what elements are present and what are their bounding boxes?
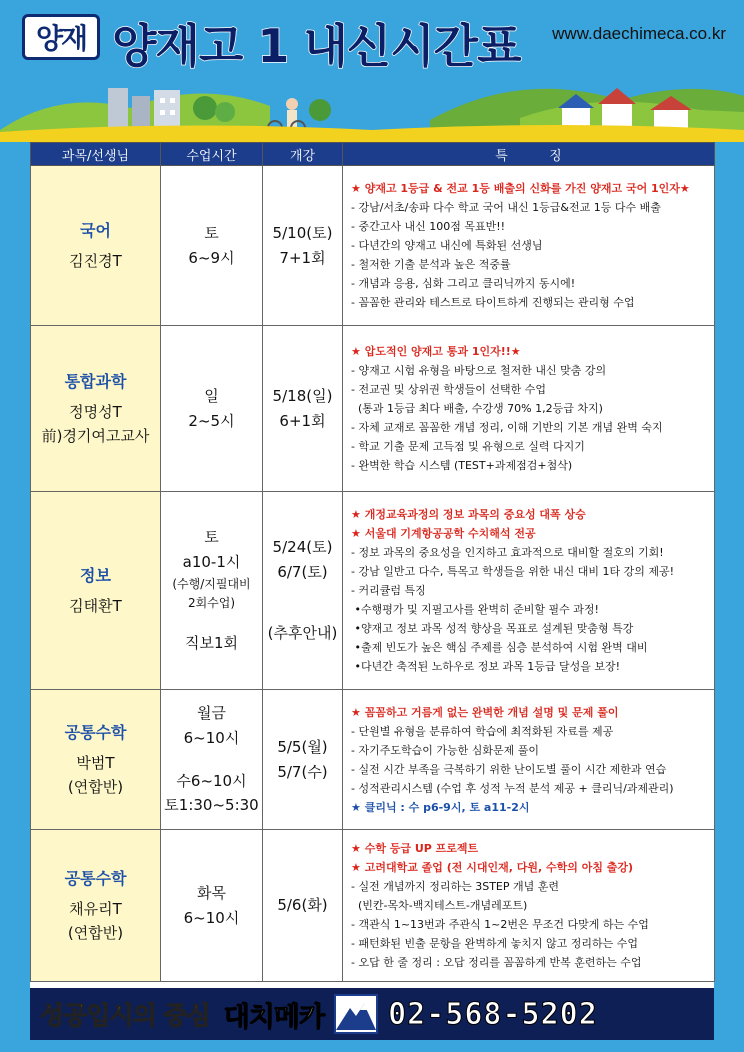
subject-name: 공통수학	[64, 869, 127, 888]
class-time-line: 6~10시	[183, 908, 240, 927]
start-date-line: 5/18(일)	[272, 386, 333, 405]
class-time-line: 2~5시	[188, 411, 235, 430]
start-date-line: 5/6(화)	[277, 896, 328, 915]
table-row	[31, 830, 715, 982]
class-time-line	[161, 613, 262, 631]
class-time-line: 토1:30~5:30	[164, 796, 259, 815]
feature-line: - 실전 개념까지 정리하는 3STEP 개념 훈련	[351, 880, 559, 893]
page-title: 양재고 1 내신시간표	[112, 19, 521, 73]
start-date-line	[263, 585, 342, 603]
feature-line: •수행평가 및 지필고사를 완벽히 준비할 필수 과정!	[351, 603, 599, 616]
feature-line: ★ 양재고 1등급 & 전교 1등 배출의 신화를 가진 양재고 국어 1인자★	[351, 182, 690, 195]
feature-line: - 단원별 유형을 분류하여 학습에 최적화된 자료를 제공	[351, 724, 614, 738]
footer-banner	[30, 988, 714, 1040]
subject-cell	[31, 690, 161, 830]
class-time-line	[161, 751, 262, 769]
class-time-line: (수행/지필대비	[172, 576, 251, 591]
features-cell	[343, 690, 715, 830]
class-time-line: a10-1시	[182, 552, 241, 571]
feature-line: - 완벽한 학습 시스템 (TEST+과제점검+첨삭)	[351, 459, 573, 472]
start-date-cell	[263, 326, 343, 492]
feature-line: - 오답 한 줄 정리 : 오답 정리를 꼼꼼하게 반복 훈련하는 수업	[351, 956, 642, 969]
subject-name: 통합과학	[64, 372, 127, 391]
feature-line: •출제 빈도가 높은 핵심 주제를 심층 분석하여 시험 완벽 대비	[351, 641, 648, 654]
feature-line: - 철저한 기출 분석과 높은 적중률	[351, 258, 511, 271]
subject-cell	[31, 326, 161, 492]
start-date-cell	[263, 166, 343, 326]
start-date-line	[263, 603, 342, 621]
mountain-logo-icon	[334, 994, 378, 1034]
class-time-line: 6~10시	[183, 728, 240, 747]
feature-line: - 전교권 및 상위권 학생들이 선택한 수업	[351, 383, 546, 396]
teacher-name: 박범T	[76, 754, 115, 772]
feature-line: ★ 고려대학교 졸업 (전 시대인재, 다원, 수학의 아침 출강)	[351, 861, 634, 874]
feature-line: - 다년간의 양재고 내신에 특화된 선생님	[351, 239, 543, 252]
school-logo: 양재	[22, 14, 100, 60]
start-date-cell	[263, 690, 343, 830]
teacher-name: 김태환T	[69, 597, 122, 615]
subject-cell	[31, 492, 161, 690]
teacher-name: (연합반)	[67, 924, 124, 942]
class-time-line: 직보1회	[184, 634, 238, 653]
start-date-line: (추후안내)	[267, 623, 338, 642]
phone-number[interactable]: 02-568-5202	[388, 996, 598, 1032]
feature-line: - 개념과 응용, 심화 그리고 클리닉까지 동시에!	[351, 277, 576, 290]
feature-line: (통과 1등급 최다 배출, 수강생 70% 1,2등급 차지)	[351, 402, 603, 415]
start-date-line: 5/5(월)	[277, 737, 328, 756]
features-cell	[343, 492, 715, 690]
column-header-features: 특 징	[343, 143, 715, 166]
start-date-line: 5/10(토)	[272, 223, 333, 242]
subject-name: 공통수학	[64, 723, 127, 742]
start-date-line: 7+1회	[279, 248, 326, 267]
features-cell	[343, 166, 715, 326]
class-time-line: 6~9시	[188, 248, 235, 267]
class-time-line: 화목	[197, 883, 226, 902]
start-date-cell	[263, 492, 343, 690]
feature-line: - 강남 일반고 다수, 특목고 학생들을 위한 내신 대비 1타 강의 제공!	[351, 565, 674, 578]
features-cell	[343, 830, 715, 982]
features-cell	[343, 326, 715, 492]
feature-line: - 성적관리시스템 (수업 후 성적 누적 분석 제공 + 클리닉/과제관리)	[351, 781, 674, 795]
class-time-cell	[161, 690, 263, 830]
class-time-line: 일	[204, 386, 219, 405]
feature-line: - 양재고 시험 유형을 바탕으로 철저한 내신 맞춤 강의	[351, 364, 607, 377]
teacher-name: (연합반)	[67, 778, 124, 796]
feature-line: ★ 수학 등급 UP 프로젝트	[351, 842, 479, 855]
feature-line: - 객관식 1~13번과 주관식 1~2번은 무조건 다맞게 하는 수업	[351, 918, 649, 931]
feature-line: - 커리큘럼 특징	[351, 584, 426, 597]
teacher-name: 채유리T	[69, 900, 122, 918]
class-time-cell	[161, 830, 263, 982]
table-row	[31, 326, 715, 492]
subject-name: 정보	[80, 566, 111, 585]
feature-line: - 정보 과목의 중요성을 인지하고 효과적으로 대비할 절호의 기회!	[351, 546, 664, 559]
table-row	[31, 690, 715, 830]
class-time-cell	[161, 166, 263, 326]
feature-line: ★ 클리닉 : 수 p6-9시, 토 a11-2시	[351, 800, 530, 814]
class-time-line: 월금	[197, 704, 226, 722]
header-banner	[0, 0, 744, 142]
class-time-line: 2회수업)	[187, 595, 236, 610]
schedule-table	[30, 142, 714, 1000]
start-date-line: 6+1회	[279, 411, 326, 430]
feature-line: ★ 압도적인 양재고 통과 1인자!!★	[351, 345, 521, 358]
feature-line: - 패턴화된 빈출 문항을 완벽하게 놓치지 않고 정리하는 수업	[351, 937, 638, 950]
class-time-line: 토	[204, 223, 219, 242]
start-date-line: 6/7(토)	[277, 563, 328, 582]
column-header-start: 개강	[263, 143, 343, 166]
slogan: 성공입시의 중심	[40, 1001, 210, 1030]
teacher-name: 前)경기여고교사	[41, 427, 150, 445]
table-row	[31, 492, 715, 690]
subject-cell	[31, 166, 161, 326]
feature-line: - 강남/서초/송파 다수 학교 국어 내신 1등급&전교 1등 다수 배출	[351, 201, 661, 214]
feature-line: - 실전 시간 부족을 극복하기 위한 난이도별 풀이 시간 제한과 연습	[351, 762, 667, 776]
feature-line: ★ 서울대 기계항공공학 수치해석 전공	[351, 527, 536, 540]
feature-line: ★ 개정교육과정의 정보 과목의 중요성 대폭 상승	[351, 508, 586, 521]
table-header-row	[31, 143, 715, 166]
feature-line: •양재고 정보 과목 성적 향상을 목표로 설계된 맞춤형 특강	[351, 622, 634, 635]
feature-line: - 자체 교재로 꼼꼼한 개념 정리, 이해 기반의 기본 개념 완벽 숙지	[351, 421, 663, 434]
column-header-subject: 과목/선생님	[31, 143, 161, 166]
class-time-line: 토	[204, 528, 219, 547]
class-time-cell	[161, 326, 263, 492]
column-header-time: 수업시간	[161, 143, 263, 166]
table-row	[31, 166, 715, 326]
feature-line: •다년간 축적된 노하우로 정보 과목 1등급 달성을 보장!	[351, 660, 621, 673]
feature-line: ★ 꼼꼼하고 거름게 없는 완벽한 개념 설명 및 문제 풀이	[351, 705, 619, 719]
website-url[interactable]: www.daechimeca.co.kr	[552, 24, 726, 43]
teacher-name: 김진경T	[69, 252, 122, 270]
feature-line: - 꼼꼼한 관리와 테스트로 타이트하게 진행되는 관리형 수업	[351, 296, 635, 309]
brand-name: 대치메카	[223, 1001, 325, 1033]
feature-line: (빈칸-목차-백지테스트-개념레포트)	[351, 899, 528, 912]
start-date-cell	[263, 830, 343, 982]
feature-line: - 학교 기출 문제 고득점 및 유형으로 실력 다지기	[351, 440, 585, 453]
start-date-line: 5/7(수)	[277, 762, 328, 781]
class-time-line: 수6~10시	[176, 771, 247, 790]
feature-line: - 중간고사 내신 100점 목표반!!	[351, 220, 506, 233]
start-date-line: 5/24(토)	[272, 538, 333, 557]
feature-line: - 자기주도학습이 가능한 심화문제 풀이	[351, 743, 539, 757]
teacher-name: 정명성T	[69, 403, 122, 421]
subject-cell	[31, 830, 161, 982]
subject-name: 국어	[80, 221, 111, 240]
class-time-cell	[161, 492, 263, 690]
